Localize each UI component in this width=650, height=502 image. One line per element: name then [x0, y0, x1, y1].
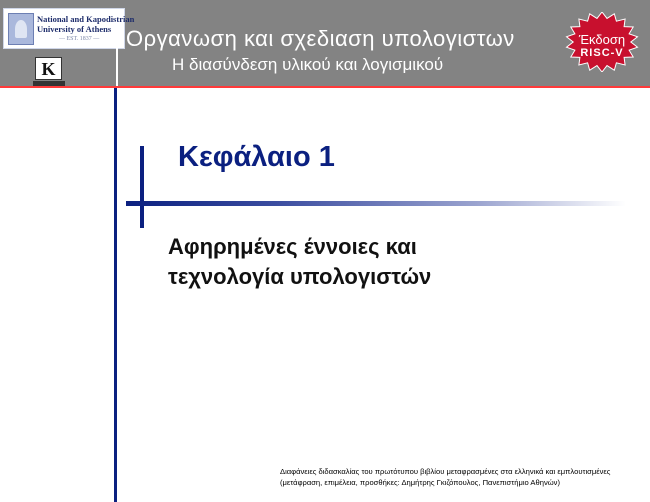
publisher-logo [33, 57, 65, 87]
badge-edition-label: Έκδοση [578, 32, 626, 47]
chapter-horizontal-accent [126, 201, 626, 206]
university-name-line2: University of Athens [37, 24, 112, 34]
university-name-line1: National and Kapodistrian [37, 14, 135, 24]
presentation-subtitle: Η διασύνδεση υλικού και λογισμικού [172, 55, 444, 74]
chapter-subtitle [168, 232, 628, 292]
chapter-subtitle-line2: τεχνολογία υπολογιστών [168, 264, 432, 289]
chapter-title: Κεφάλαιο 1 [178, 141, 335, 173]
university-seal-icon [8, 13, 34, 45]
edition-badge [564, 12, 640, 72]
header-rule [0, 86, 650, 88]
badge-risc-v-label: RISC-V [580, 47, 624, 59]
header-divider [116, 48, 118, 86]
publisher-k-icon: K [35, 57, 62, 80]
university-est-line: — EST. 1837 — [59, 36, 100, 42]
presentation-title: Οργανωση και σχεδιαση υπολογιστων [126, 26, 515, 51]
chapter-vertical-accent [140, 146, 144, 228]
university-logo [3, 8, 135, 49]
footer-credits [280, 466, 648, 488]
left-accent-line [114, 88, 117, 502]
footer-line2: (μετάφραση, επιμέλεια, προσθήκες: Δημήτρης Γκιζόπουλος, Πανεπιστήμιο Αθηνών) [280, 478, 560, 487]
footer-line1: Διαφάνειες διδασκαλίας του πρωτότυπου βιβλίου μεταφρασμένες στα ελληνικά και εμπλουτισμένες [280, 467, 611, 476]
publisher-name-bar [33, 81, 65, 86]
chapter-subtitle-line1: Αφηρημένες έννοιες και [168, 234, 417, 259]
